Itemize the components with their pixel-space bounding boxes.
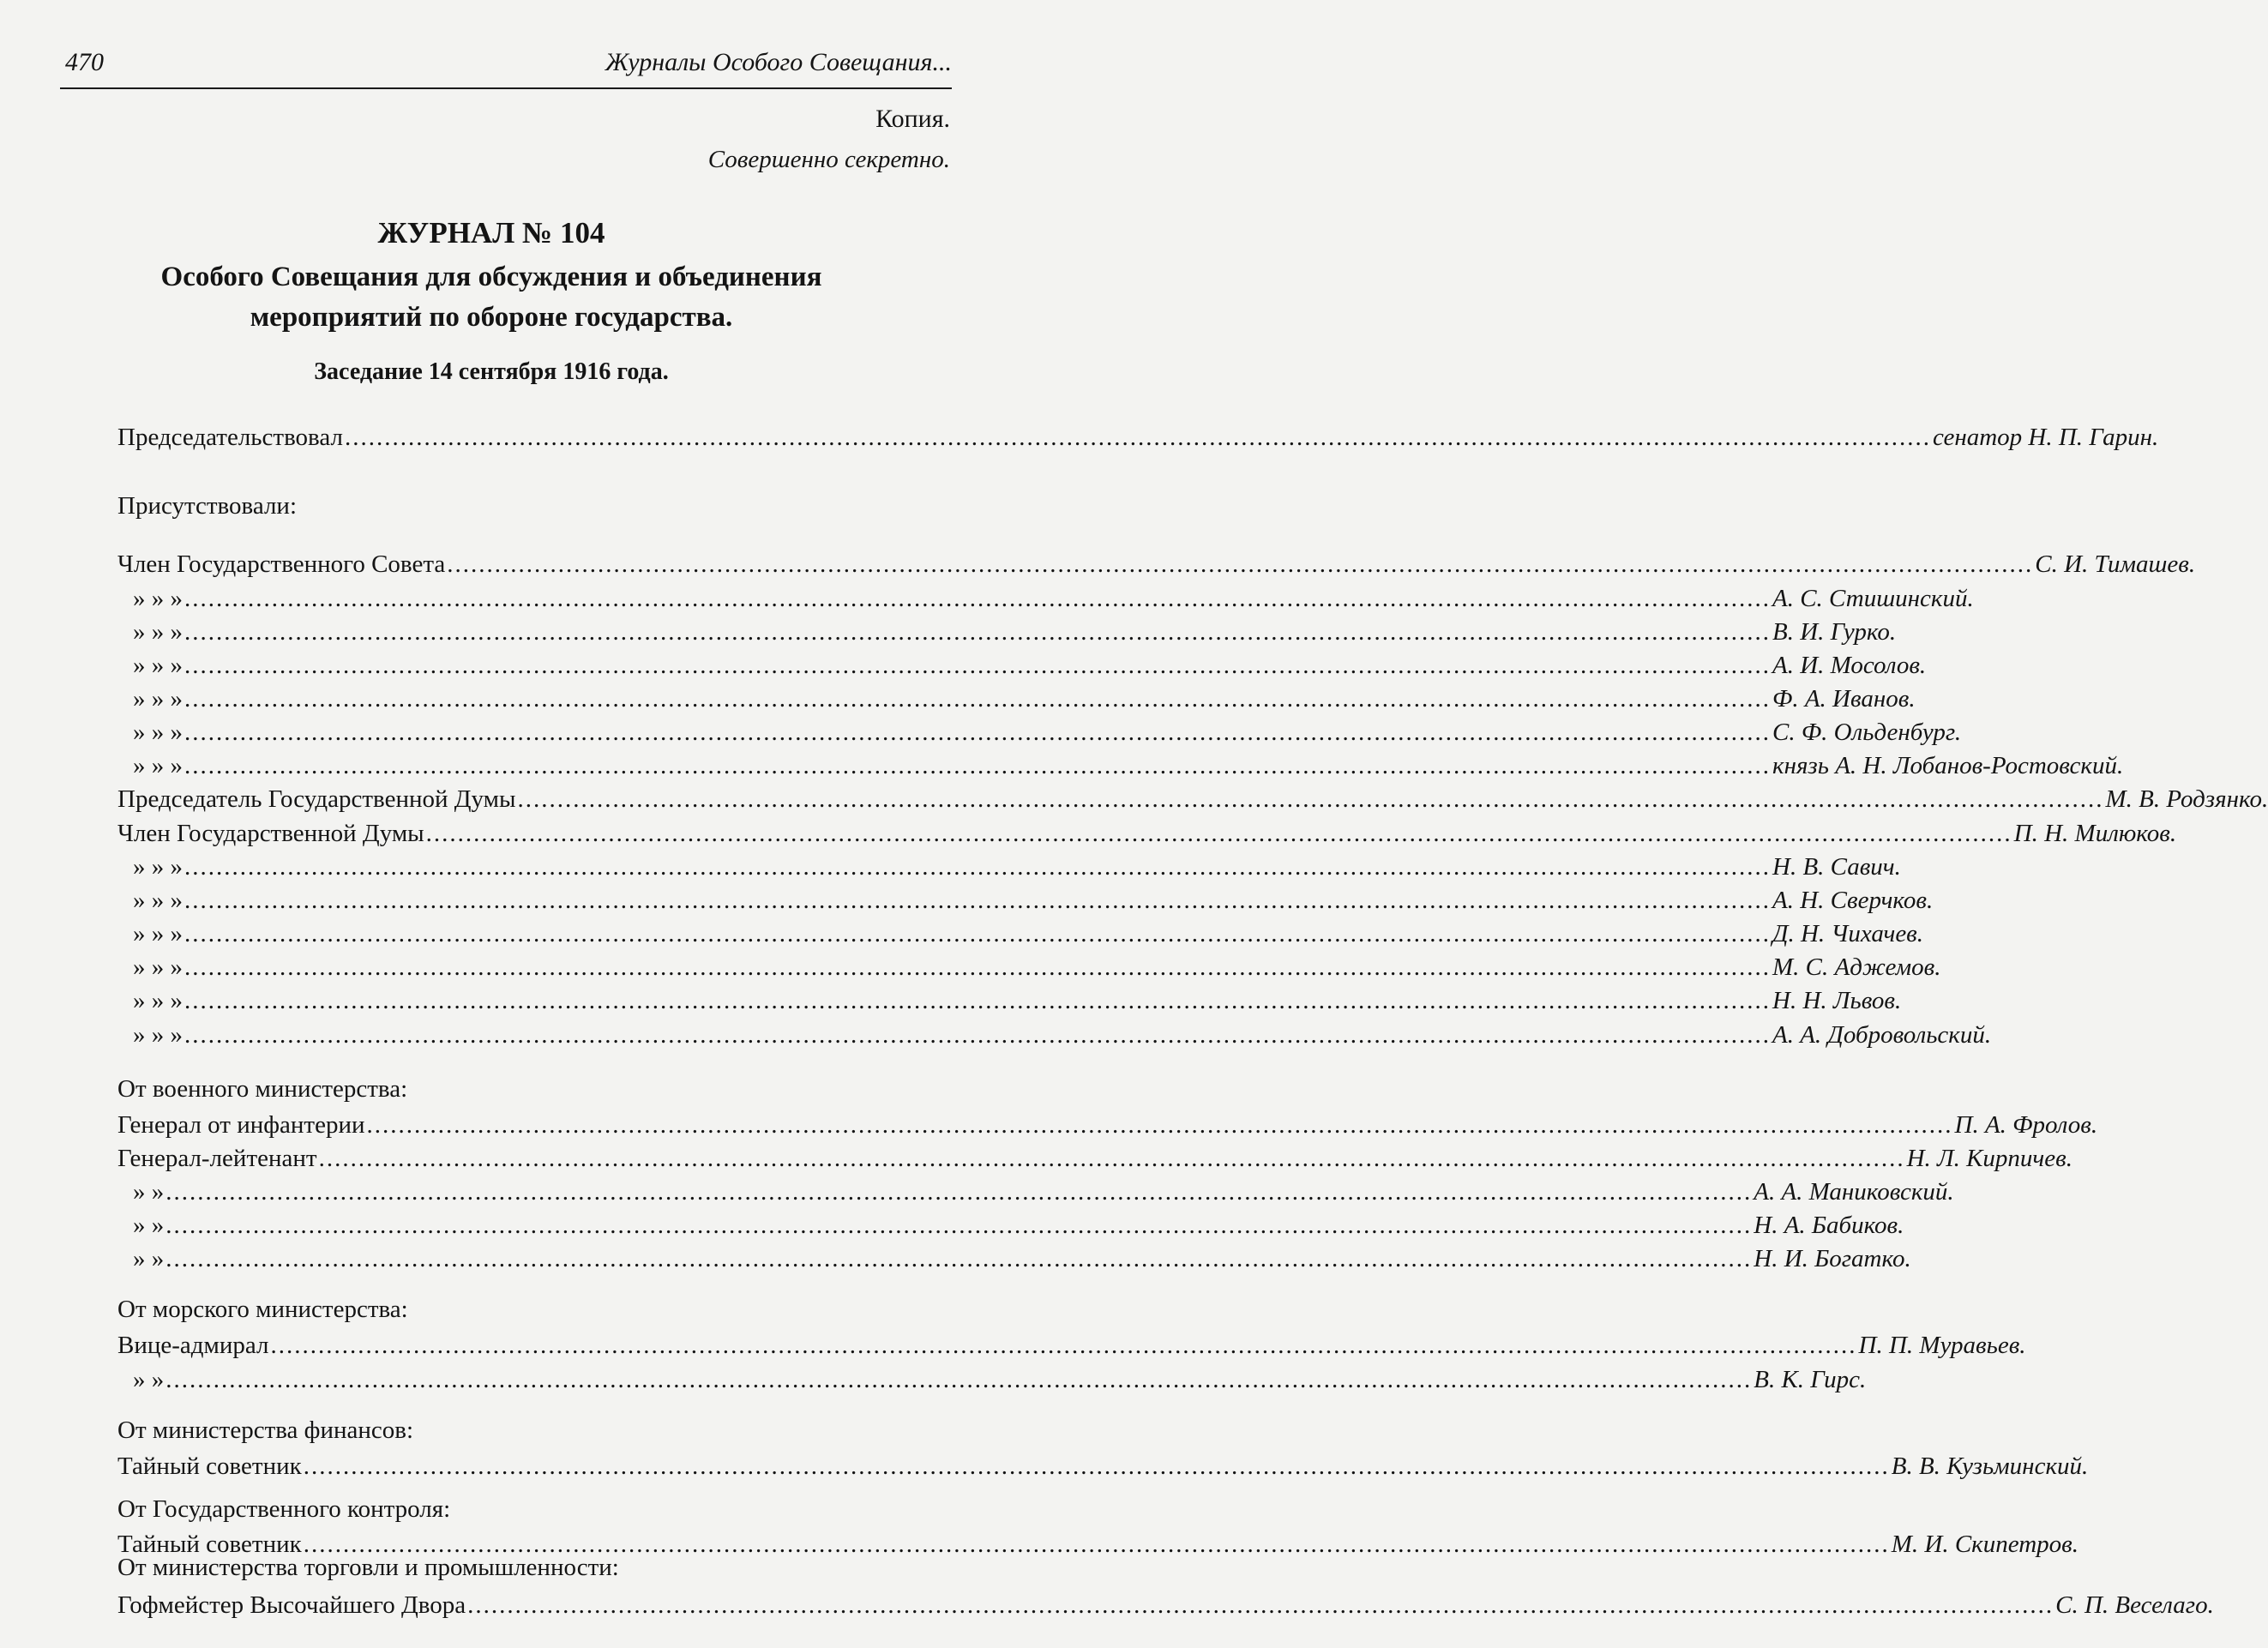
leader-dots: ........................................................................................................................................................................................................ [318, 1144, 1905, 1172]
attendee-name: М. С. Аджемов. [1772, 953, 1941, 982]
attendee-name: Ф. А. Иванов. [1772, 684, 1916, 713]
leader-dots: ........................................................................................................................................................................................................ [165, 1212, 1753, 1240]
attendee-name: А. А. Добровольский. [1772, 1020, 1992, 1049]
attendee-name: В. И. Гурко. [1772, 617, 1897, 646]
attendee-name: Н. А. Бабиков. [1754, 1212, 1904, 1240]
leader-dots: ........................................................................................................................................................................................................ [366, 1110, 1953, 1139]
attendee-line [117, 550, 2196, 585]
leader-dots: ........................................................................................................................................................................................................ [517, 785, 2104, 814]
attendee-name: Д. Н. Чихачев. [1772, 920, 1924, 948]
ditto-marks: » » » [133, 651, 183, 679]
ditto-marks: » » [133, 1365, 165, 1393]
rank-label: Вице-адмирал [117, 1332, 269, 1360]
position-label: Председатель Государственной Думы [117, 785, 516, 814]
section-heading: От министерства торговли и промышленности: [117, 1554, 619, 1581]
leader-dots: ........................................................................................................................................................................................................ [467, 1591, 2054, 1619]
attendee-line [117, 584, 1974, 619]
attendee-name: С. И. Тимашев. [2035, 550, 2196, 579]
section-heading: От Государственного контроля: [117, 1495, 451, 1524]
attendee-name: А. Н. Сверчков. [1772, 886, 1934, 914]
attendee-line [117, 617, 1897, 653]
copy-mark: Копия. [875, 105, 950, 133]
leader-dots: ........................................................................................................................................................................................................ [184, 920, 1771, 948]
ditto-marks: » » » [133, 584, 183, 612]
attendee-name: Н. Л. Кирпичев. [1906, 1144, 2072, 1172]
attendee-line [117, 719, 1962, 753]
page-header [60, 43, 952, 89]
attendee-line [117, 1245, 1911, 1279]
rank-label: Генерал-лейтенант [117, 1144, 317, 1172]
attendee-name: А. С. Стишинский. [1772, 584, 1974, 612]
leader-dots: ........................................................................................................................................................................................................ [184, 987, 1771, 1015]
journal-title: ЖУРНАЛ № 104 [377, 216, 605, 250]
attendee-name: В. В. Кузьминский. [1891, 1452, 2089, 1480]
ditto-marks: » » [133, 1245, 165, 1273]
page-number: 470 [65, 48, 104, 76]
attendee-line [117, 785, 2268, 820]
position-label: Член Государственной Думы [117, 819, 424, 847]
ditto-marks: » » » [133, 1020, 183, 1049]
leader-dots: ........................................................................................................................................................................................................ [165, 1365, 1753, 1393]
attendee-line [117, 1177, 1954, 1212]
chair-line [117, 424, 2159, 458]
ditto-marks: » » » [133, 852, 183, 881]
attendee-line [117, 1020, 1992, 1056]
attendee-line [117, 651, 1927, 686]
leader-dots: ........................................................................................................................................................................................................ [184, 953, 1771, 982]
attendee-line [117, 886, 1934, 921]
attendee-name: В. К. Гирс. [1754, 1365, 1867, 1393]
attendee-name: С. П. Веселаго. [2055, 1591, 2214, 1619]
leader-dots: ........................................................................................................................................................................................................ [165, 1177, 1753, 1206]
leader-dots: ........................................................................................................................................................................................................ [184, 752, 1771, 780]
rank-label: Генерал от инфантерии [117, 1110, 365, 1139]
section-heading: От министерства финансов: [117, 1416, 414, 1444]
ditto-marks: » » » [133, 920, 183, 948]
attendee-line [117, 953, 1941, 988]
leader-dots: ........................................................................................................................................................................................................ [270, 1332, 1857, 1360]
attendee-name: М. В. Родзянко. [2105, 785, 2268, 814]
attendee-name: С. Ф. Ольденбург. [1772, 719, 1962, 747]
leader-dots: ........................................................................................................................................................................................................ [184, 719, 1771, 747]
ditto-marks: » » » [133, 719, 183, 747]
leader-dots: ........................................................................................................................................................................................................ [184, 1020, 1771, 1049]
rank-label: Тайный советник [117, 1452, 302, 1480]
attendee-line [117, 1332, 2026, 1366]
ditto-marks: » » [133, 1212, 165, 1240]
attendee-name: Н. И. Богатко. [1754, 1245, 1911, 1273]
leader-dots: ........................................................................................................................................................................................................ [184, 684, 1771, 713]
leader-dots: ........................................................................................................................................................................................................ [184, 617, 1771, 646]
attendee-name: Н. В. Савич. [1772, 852, 1901, 881]
journal-subtitle-line-2: мероприятий по обороне государства. [250, 302, 733, 333]
attendee-line [117, 920, 1924, 954]
ditto-marks: » » » [133, 953, 183, 982]
attendee-line [117, 1365, 1867, 1400]
leader-dots: ........................................................................................................................................................................................................ [184, 651, 1771, 679]
leader-dots: ........................................................................................................................................................................................................ [184, 852, 1771, 881]
attendee-name: П. А. Фролов. [1954, 1110, 2098, 1139]
position-label: Член Государственного Совета [117, 550, 446, 579]
attendee-line [117, 819, 2177, 854]
leader-dots: ........................................................................................................................................................................................................ [184, 886, 1771, 914]
rank-label: Тайный советник [117, 1531, 302, 1559]
attendee-line [117, 1144, 2072, 1179]
present-heading: Присутствовали: [117, 491, 298, 520]
ditto-marks: » » [133, 1177, 165, 1206]
chair-label: Председательствовал [117, 424, 343, 452]
attendee-line [117, 752, 2124, 786]
attendee-line [117, 684, 1916, 719]
attendee-name: князь А. Н. Лобанов-Ростовский. [1772, 752, 2124, 780]
attendee-line [117, 1212, 1904, 1246]
session-date: Заседание 14 сентября 1916 года. [314, 358, 669, 385]
attendee-line [117, 1110, 2098, 1146]
leader-dots: ........................................................................................................................................................................................................ [303, 1531, 1890, 1559]
attendee-name: Н. Н. Львов. [1772, 987, 1902, 1015]
attendee-line [117, 1591, 2214, 1626]
leader-dots: ........................................................................................................................................................................................................ [344, 424, 1931, 452]
journal-subtitle-line-1: Особого Совещания для обсуждения и объединения [160, 262, 822, 292]
leader-dots: ........................................................................................................................................................................................................ [447, 550, 2034, 579]
leader-dots: ........................................................................................................................................................................................................ [303, 1452, 1890, 1480]
attendee-line [117, 852, 1901, 887]
ditto-marks: » » » [133, 987, 183, 1015]
attendee-name: А. И. Мосолов. [1772, 651, 1927, 679]
running-title: Журналы Особого Совещания... [605, 48, 952, 76]
leader-dots: ........................................................................................................................................................................................................ [184, 584, 1771, 612]
attendee-name: М. И. Скипетров. [1891, 1531, 2079, 1559]
section-heading: От военного министерства: [117, 1074, 408, 1103]
rank-label: Гофмейстер Высочайшего Двора [117, 1591, 466, 1619]
chair-name: сенатор Н. П. Гарин. [1932, 424, 2159, 452]
ditto-marks: » » » [133, 886, 183, 914]
secret-mark: Совершенно секретно. [707, 146, 950, 173]
attendee-line [117, 987, 1902, 1021]
attendee-name: П. П. Муравьев. [1858, 1332, 2026, 1360]
attendee-line [117, 1452, 2089, 1487]
leader-dots: ........................................................................................................................................................................................................ [165, 1245, 1753, 1273]
ditto-marks: » » » [133, 684, 183, 713]
ditto-marks: » » » [133, 752, 183, 780]
attendee-name: П. Н. Милюков. [2013, 819, 2177, 847]
ditto-marks: » » » [133, 617, 183, 646]
leader-dots: ........................................................................................................................................................................................................ [425, 819, 2012, 847]
attendee-name: А. А. Маниковский. [1754, 1177, 1954, 1206]
section-heading: От морского министерства: [117, 1296, 408, 1324]
